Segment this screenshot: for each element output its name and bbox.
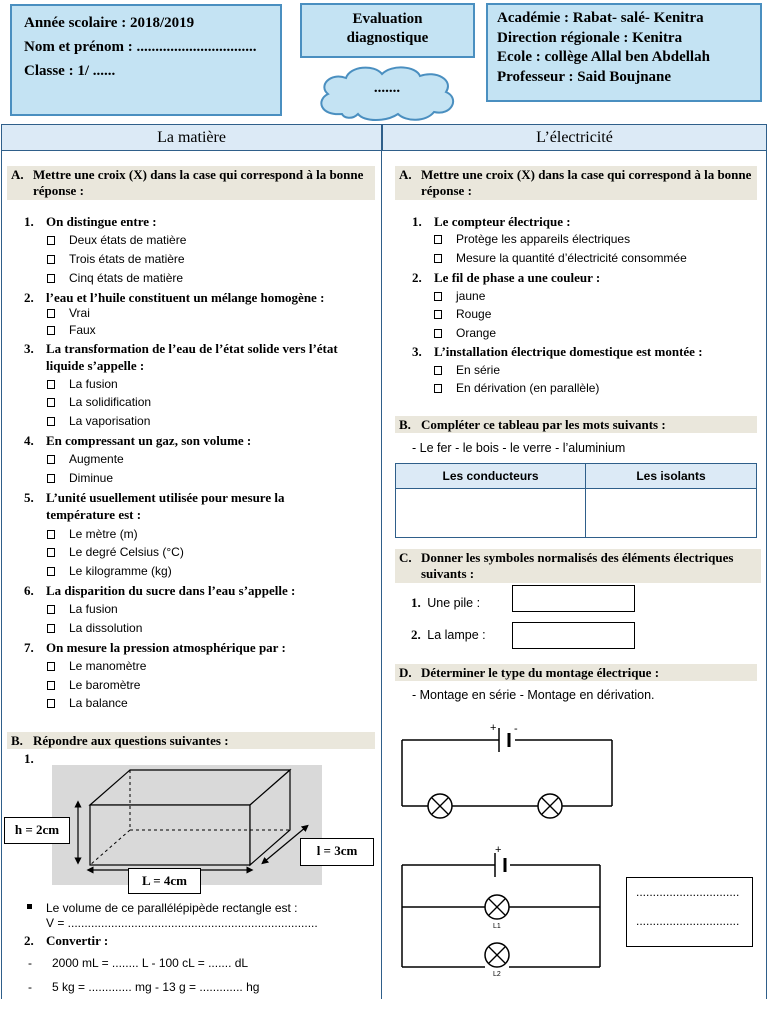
matiere-q1-option-2[interactable]: Trois états de matière <box>47 251 185 268</box>
checkbox[interactable] <box>47 398 55 407</box>
matiere-q1-option-1[interactable]: Deux états de matière <box>47 232 186 249</box>
matiere-q5-option-2[interactable]: Le degré Celsius (°C) <box>47 544 184 561</box>
width-label: l = 3cm <box>300 838 374 866</box>
title-line2: diagnostique <box>346 30 429 46</box>
elec-q2: 2. Le fil de phase a une couleur : <box>412 270 601 285</box>
lamp-l2-label: L2 <box>493 971 501 978</box>
elec-q3: 3. L’installation électrique domestique est montée : <box>412 344 703 359</box>
conductors-header: Les conducteurs <box>396 464 586 489</box>
checkbox[interactable] <box>434 235 442 244</box>
checkbox[interactable] <box>47 699 55 708</box>
checkbox[interactable] <box>47 417 55 426</box>
checkbox[interactable] <box>47 624 55 633</box>
evaluation-title-box <box>300 3 475 58</box>
right-section-b-letter: B. <box>399 417 411 432</box>
matiere-q7: 7. On mesure la pression atmosphérique par : <box>24 640 286 655</box>
matiere-q2-option-1[interactable]: Vrai <box>47 305 90 322</box>
center-divider <box>381 124 382 999</box>
checkbox[interactable] <box>47 662 55 671</box>
right-section-d-text: Déterminer le type du montage électrique : <box>421 665 660 680</box>
matiere-q5-option-3[interactable]: Le kilogramme (kg) <box>47 563 172 580</box>
conversion-line-1[interactable]: 2000 mL = ........ L - 100 cL = ....... dL <box>52 956 249 970</box>
word-list: - Le fer - le bois - le verre - l’aluminium <box>412 441 626 455</box>
academie: Académie : Rabat- salé- Kenitra <box>497 10 704 26</box>
lamp-symbol-box[interactable] <box>512 622 635 649</box>
left-section-b-header <box>7 732 375 749</box>
matiere-q3-option-1[interactable]: La fusion <box>47 376 118 393</box>
bullet-icon <box>27 904 32 909</box>
right-section-b-text: Compléter ce tableau par les mots suivants : <box>421 417 666 432</box>
checkbox[interactable] <box>47 474 55 483</box>
checkbox[interactable] <box>434 310 442 319</box>
matiere-q7-option-3[interactable]: La balance <box>47 695 128 712</box>
matiere-q5: 5. L’unité usuellement utilisée pour mesure la température est : <box>24 490 285 522</box>
matiere-q2: 2. l’eau et l’huile constituent un mélange homogène : <box>24 290 325 305</box>
elec-q3-option-2[interactable]: En dérivation (en parallèle) <box>434 380 599 397</box>
right-section-c-header <box>395 549 761 583</box>
matiere-q3-option-3[interactable]: La vaporisation <box>47 413 150 430</box>
conv-dash-1: - <box>28 956 32 970</box>
conductors-cell[interactable] <box>396 489 586 538</box>
conversion-line-2[interactable]: 5 kg = ............. mg - 13 g = ............. hg <box>52 980 260 994</box>
matiere-q1: 1. On distingue entre : <box>24 214 157 229</box>
matiere-q6: 6. La disparition du sucre dans l’eau s’appelle : <box>24 583 296 598</box>
montage-words: - Montage en série - Montage en dérivation. <box>412 688 655 702</box>
right-section-c-letter: C. <box>399 550 412 565</box>
matiere-q6-option-1[interactable]: La fusion <box>47 601 118 618</box>
volume-answer-line[interactable]: V = ........................................................................... <box>46 916 318 930</box>
right-section-a-header <box>395 166 757 200</box>
checkbox[interactable] <box>47 548 55 557</box>
checkbox[interactable] <box>47 530 55 539</box>
height-label: h = 2cm <box>4 817 70 844</box>
checkbox[interactable] <box>47 274 55 283</box>
matiere-q2-option-2[interactable]: Faux <box>47 322 96 339</box>
matiere-q3: 3. La transformation de l’eau de l’état solide vers l’état liquide s’appelle : <box>24 341 338 373</box>
left-section-a-text: Mettre une croix (X) dans la case qui correspond à la bonne réponse : <box>33 167 364 198</box>
minus-sign: - <box>514 723 518 735</box>
insulators-header: Les isolants <box>586 464 757 489</box>
b2-convert: 2. Convertir : <box>24 933 109 948</box>
checkbox[interactable] <box>47 326 55 335</box>
elec-q2-option-1[interactable]: jaune <box>434 288 485 305</box>
elec-q2-option-3[interactable]: Orange <box>434 325 496 342</box>
cloud-text: ....... <box>373 80 401 96</box>
answer-dots-1[interactable]: ............................... <box>636 885 740 899</box>
left-section-a-header <box>7 166 375 200</box>
checkbox[interactable] <box>434 254 442 263</box>
battery-symbol-box[interactable] <box>512 585 635 612</box>
checkbox[interactable] <box>47 309 55 318</box>
student-name-field[interactable]: Nom et prénom : ................................ <box>24 39 257 55</box>
matiere-q3-option-2[interactable]: La solidification <box>47 394 151 411</box>
right-column-title: L’électricité <box>382 124 767 151</box>
checkbox[interactable] <box>47 567 55 576</box>
right-border <box>766 124 767 999</box>
professeur: Professeur : Said Boujnane <box>497 68 672 85</box>
parallel-circuit-diagram <box>395 840 610 980</box>
class-field[interactable]: Classe : 1/ ...... <box>24 63 116 79</box>
plus-sign: + <box>490 722 497 734</box>
right-section-a-letter: A. <box>399 167 412 182</box>
volume-line-1: Le volume de ce parallélépipède rectangle est : <box>46 901 298 915</box>
checkbox[interactable] <box>434 329 442 338</box>
series-circuit-diagram <box>395 718 620 838</box>
right-section-b-header <box>395 416 757 433</box>
elec-q1: 1. Le compteur électrique : <box>412 214 571 229</box>
left-column-title: La matière <box>1 124 382 151</box>
school-info-box <box>486 3 762 102</box>
length-label: L = 4cm <box>128 868 201 894</box>
elec-q3-option-1[interactable]: En série <box>434 362 500 379</box>
matiere-q7-option-1[interactable]: Le manomètre <box>47 658 146 675</box>
b1-number: 1. <box>24 751 34 766</box>
matiere-q4-option-2[interactable]: Diminue <box>47 470 113 487</box>
matiere-q1-option-3[interactable]: Cinq états de matière <box>47 270 183 287</box>
checkbox[interactable] <box>434 384 442 393</box>
checkbox[interactable] <box>434 366 442 375</box>
conductors-insulators-table <box>395 463 757 538</box>
direction: Direction régionale : Kenitra <box>497 29 683 46</box>
right-section-d-header <box>395 664 757 681</box>
checkbox[interactable] <box>434 292 442 301</box>
ecole: Ecole : collège Allal ben Abdellah <box>497 49 710 65</box>
matiere-q6-option-2[interactable]: La dissolution <box>47 620 142 637</box>
conv-dash-2: - <box>28 980 32 994</box>
checkbox[interactable] <box>47 380 55 389</box>
left-section-a-letter: A. <box>11 167 24 182</box>
checkbox[interactable] <box>47 236 55 245</box>
lamp-item: 2. La lampe : <box>411 627 486 642</box>
checkbox[interactable] <box>47 255 55 264</box>
title-line1: Evaluation <box>352 11 423 27</box>
student-info-box <box>10 4 282 116</box>
answer-dots-2[interactable]: ............................... <box>636 914 740 928</box>
checkbox[interactable] <box>47 605 55 614</box>
matiere-q4-option-1[interactable]: Augmente <box>47 451 124 468</box>
left-section-b-letter: B. <box>11 733 23 748</box>
elec-q2-option-2[interactable]: Rouge <box>434 306 491 323</box>
right-section-a-text: Mettre une croix (X) dans la case qui correspond à la bonne réponse : <box>421 167 752 198</box>
plus-sign: + <box>495 844 502 856</box>
lamp-l1-label: L1 <box>493 923 501 930</box>
school-year: Année scolaire : 2018/2019 <box>24 15 195 31</box>
left-section-b-text: Répondre aux questions suivantes : <box>33 733 229 748</box>
insulators-cell[interactable] <box>586 489 757 538</box>
checkbox[interactable] <box>47 455 55 464</box>
elec-q1-option-1[interactable]: Protège les appareils électriques <box>434 231 630 248</box>
checkbox[interactable] <box>47 681 55 690</box>
matiere-q5-option-1[interactable]: Le mètre (m) <box>47 526 138 543</box>
matiere-q7-option-2[interactable]: Le baromètre <box>47 677 140 694</box>
right-section-c-text: Donner les symboles normalisés des éléments électriques suivants : <box>421 550 734 581</box>
battery-item: 1. Une pile : <box>411 595 481 610</box>
right-section-d-letter: D. <box>399 665 412 680</box>
elec-q1-option-2[interactable]: Mesure la quantité d’électricité consommée <box>434 250 687 267</box>
matiere-q4: 4. En compressant un gaz, son volume : <box>24 433 252 448</box>
